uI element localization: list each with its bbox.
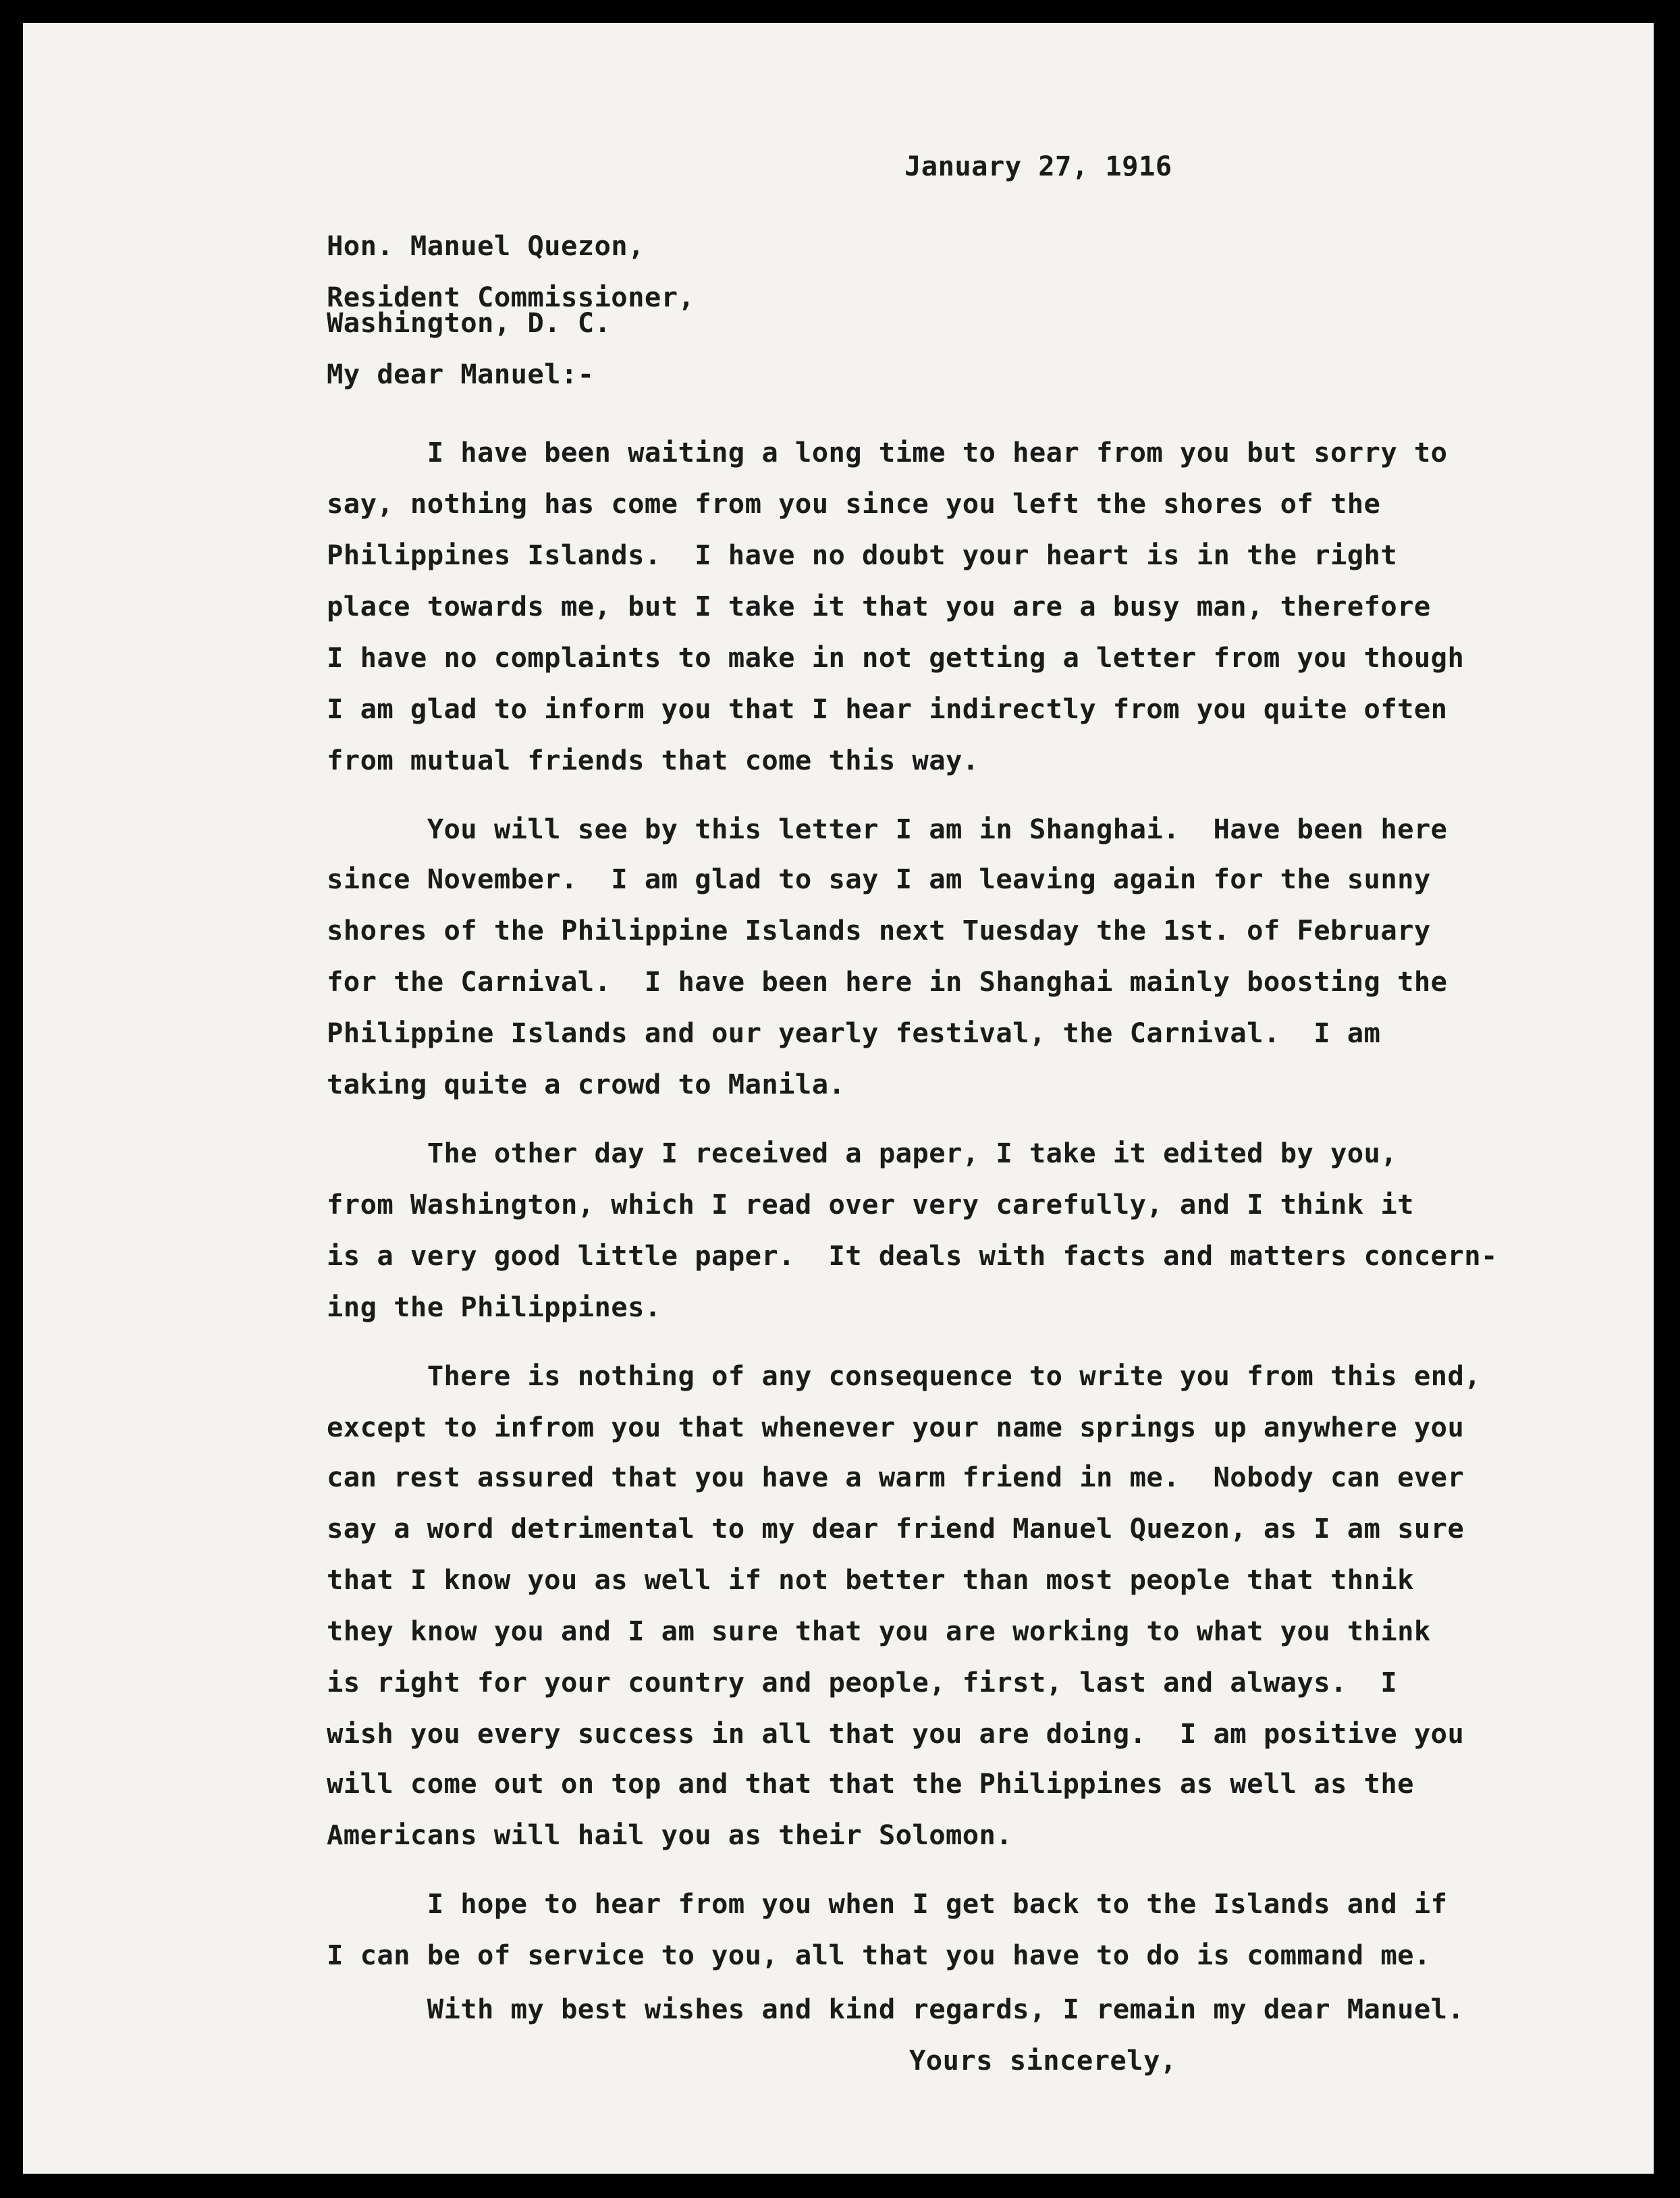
closing: Yours sincerely,	[909, 2044, 1177, 2076]
body-line: say, nothing has come from you since you left the shores of the	[327, 487, 1381, 520]
body-line: With my best wishes and kind regards, I remain my dear Manuel.	[327, 1993, 1465, 2025]
body-line: from Washington, which I read over very carefully, and I think it	[327, 1188, 1414, 1221]
letter-page	[23, 23, 1654, 2174]
body-line: shores of the Philippine Islands next Tuesday the 1st. of February	[327, 914, 1431, 946]
letter-date: January 27, 1916	[904, 150, 1172, 182]
salutation: My dear Manuel:-	[327, 358, 595, 390]
body-line: they know you and I am sure that you are working to what you think	[327, 1615, 1431, 1647]
address-line-3: Washington, D. C.	[327, 306, 612, 339]
body-line: from mutual friends that come this way.	[327, 744, 979, 776]
body-line: except to infrom you that whenever your name springs up anywhere you	[327, 1411, 1465, 1443]
typed-letter	[23, 23, 1654, 2174]
body-line: Philippines Islands. I have no doubt your heart is in the right	[327, 539, 1398, 571]
body-line: ing the Philippines.	[327, 1291, 661, 1323]
body-line: Americans will hail you as their Solomon.	[327, 1819, 1013, 1851]
body-line: can rest assured that you have a warm friend in me. Nobody can ever	[327, 1461, 1465, 1493]
body-line: will come out on top and that that the Philippines as well as the	[327, 1767, 1414, 1800]
body-line: that I know you as well if not better than most people that thnik	[327, 1563, 1414, 1596]
body-line: is right for your country and people, first, last and always. I	[327, 1666, 1398, 1698]
body-line: Philippine Islands and our yearly festival, the Carnival. I am	[327, 1017, 1381, 1049]
address-line-2: Resident Commissioner,	[327, 281, 695, 313]
body-line: There is nothing of any consequence to write you from this end,	[327, 1360, 1482, 1392]
body-line: I can be of service to you, all that you have to do is command me.	[327, 1939, 1431, 1971]
body-line: I have no complaints to make in not getting a letter from you though	[327, 641, 1465, 674]
body-line: I am glad to inform you that I hear indirectly from you quite often	[327, 693, 1448, 725]
address-line-1: Hon. Manuel Quezon,	[327, 230, 645, 262]
body-line: for the Carnival. I have been here in Shanghai mainly boosting the	[327, 965, 1448, 998]
body-line: taking quite a crowd to Manila.	[327, 1068, 846, 1100]
body-line: I hope to hear from you when I get back to the Islands and if	[327, 1887, 1448, 1920]
body-line: I have been waiting a long time to hear from you but sorry to	[327, 436, 1448, 468]
body-line: You will see by this letter I am in Shanghai. Have been here	[327, 813, 1448, 845]
body-line: is a very good little paper. It deals with facts and matters concern-	[327, 1239, 1498, 1272]
body-line: say a word detrimental to my dear friend Manuel Quezon, as I am sure	[327, 1512, 1465, 1545]
body-line: The other day I received a paper, I take it edited by you,	[327, 1137, 1398, 1169]
body-line: wish you every success in all that you are doing. I am positive you	[327, 1717, 1465, 1750]
body-line: place towards me, but I take it that you are a busy man, therefore	[327, 590, 1431, 622]
body-line: since November. I am glad to say I am leaving again for the sunny	[327, 863, 1431, 895]
